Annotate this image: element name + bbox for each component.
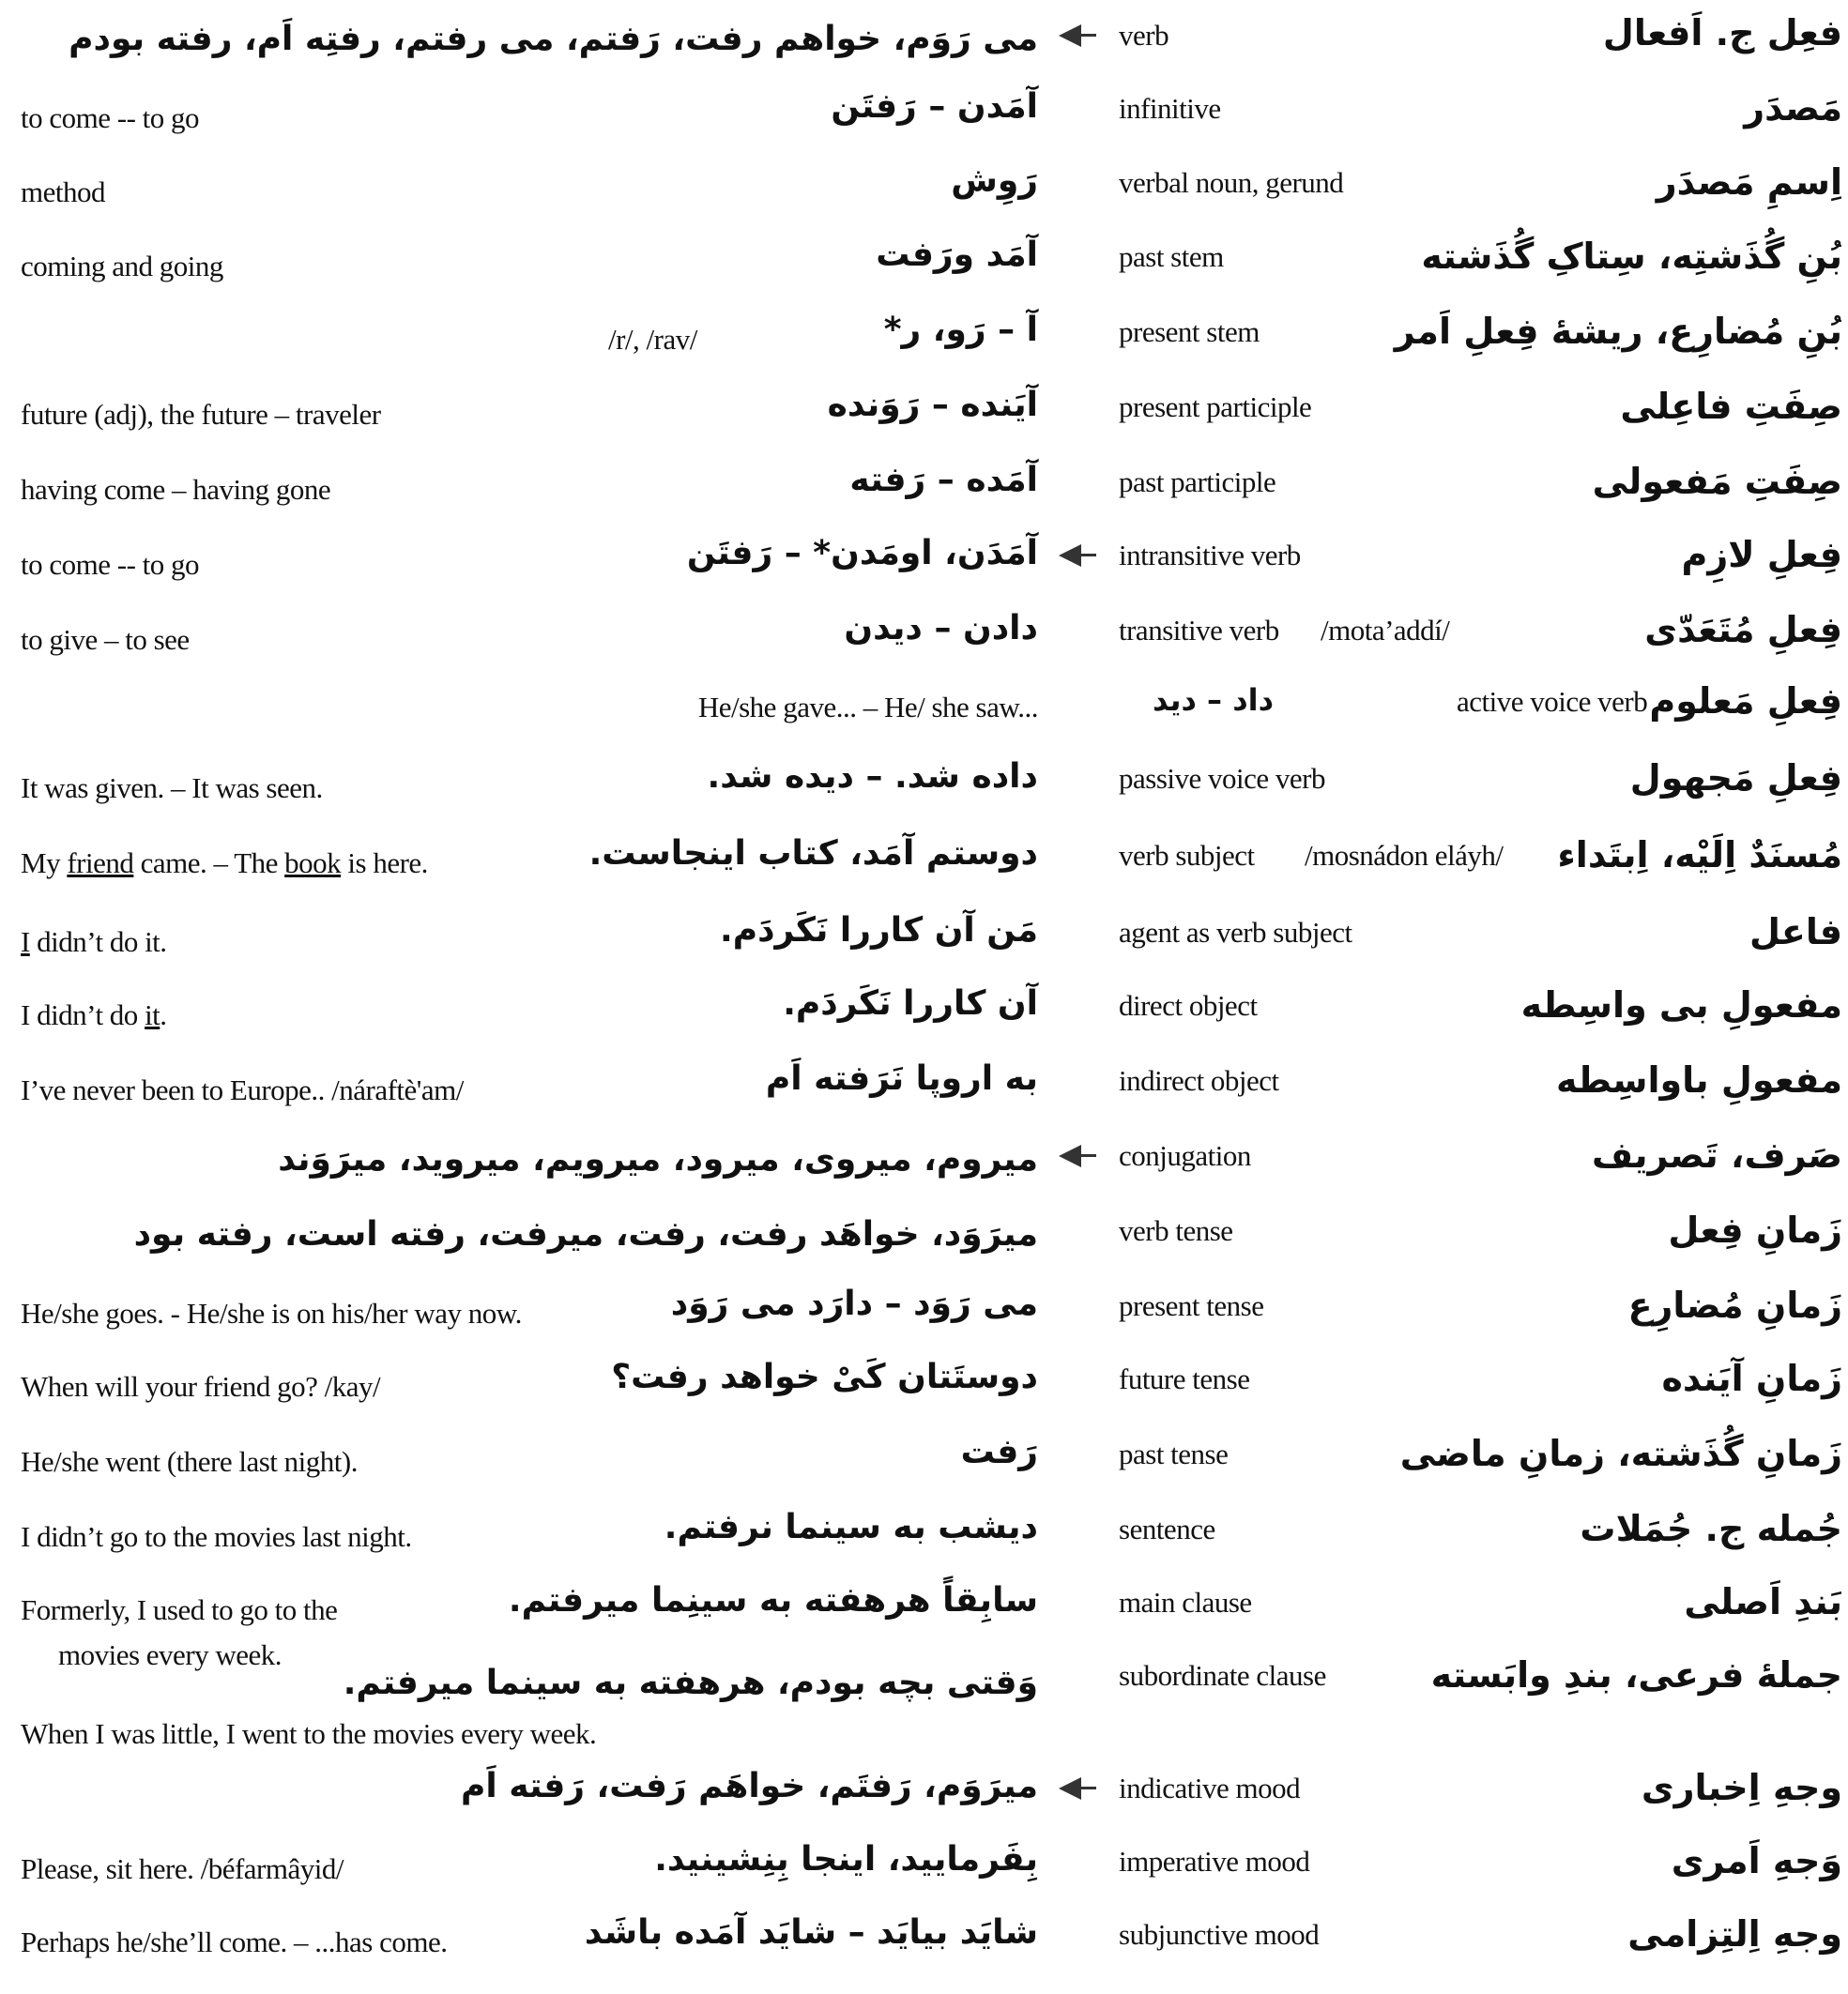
english-example: He/she goes. - He/she is on his/her way now. (21, 1297, 522, 1330)
entry-past-stem (0, 238, 1848, 313)
english-term: intransitive verb (1119, 539, 1301, 571)
text: didn’t do it. (29, 925, 167, 958)
english-example: to come -- to go (21, 101, 200, 134)
english-example (21, 1000, 167, 1029)
persian-example: شایَد بیایَد – شایَد آمَده باشَد (584, 1913, 1038, 1952)
entry-subjunctive-mood (0, 1913, 1848, 1991)
persian-term: بَندِ اَصلی (1684, 1581, 1842, 1622)
persian-example: دوستَتان کَیْ خواهد رفت؟ (611, 1358, 1038, 1396)
english-example: to come -- to go (21, 548, 200, 581)
entry-infinitive (0, 87, 1848, 165)
english-term: verb subject (1119, 839, 1255, 872)
persian-term: فِعلِ مَجهول (1629, 757, 1842, 799)
entry-present-participle (0, 388, 1848, 464)
persian-term: وَجهِ اَمری (1671, 1840, 1842, 1881)
persian-term: زَمانِ آیَنده (1661, 1358, 1842, 1399)
persian-example: آن کاررا نَکَردَم. (783, 984, 1038, 1023)
persian-term: مُسنَدٌ اِلَیْه، اِبتَداء (1557, 834, 1842, 875)
english-term: indicative mood (1119, 1772, 1301, 1804)
persian-term: مفعولِ بی واسِطه (1520, 984, 1842, 1026)
english-example: movies every week. (58, 1638, 283, 1671)
persian-term: جُمله ج. جُمَلات (1580, 1508, 1842, 1549)
english-term: future tense (1119, 1362, 1250, 1395)
persian-term: جملهٔ فرعی، بندِ وابَسته (1430, 1654, 1842, 1696)
entry-passive-voice-verb (0, 757, 1848, 835)
english-term: sentence (1119, 1513, 1215, 1545)
underlined-word: it (145, 998, 160, 1031)
entry-verb-tense (0, 1212, 1848, 1287)
persian-example: آمَدن – رَفتَن (831, 87, 1038, 126)
persian-example: رَوِش (951, 161, 1038, 200)
persian-term: بُنِ گُذَشتِه، سِتاکِ گُذَشته (1421, 236, 1842, 277)
entry-present-tense (0, 1287, 1848, 1362)
english-term: past participle (1119, 465, 1276, 498)
arrow-left-icon (1057, 23, 1098, 49)
persian-example: داده شد. – دیده شد. (707, 757, 1038, 796)
english-example: I didn’t go to the movies last night. (21, 1520, 412, 1553)
persian-example: دادن – دیدن (844, 609, 1038, 647)
persian-term: مَصدَر (1744, 87, 1842, 129)
term-pronunciation: /mosnádon eláyh/ (1305, 839, 1504, 872)
arrow-left-icon (1057, 1775, 1098, 1802)
entry-verb (0, 11, 1848, 86)
entry-present-stem (0, 313, 1848, 388)
persian-term: صِفَتِ فاعِلی (1620, 386, 1842, 427)
english-term: subordinate clause (1119, 1659, 1326, 1692)
arrow-left-icon (1057, 1143, 1098, 1169)
persian-term: وجهِ اِلتِزامی (1627, 1913, 1842, 1955)
persian-term: فعِل ج. اَفعال (1602, 12, 1842, 53)
persian-term: زَمانِ گُذَشته، زمانِ ماضی (1399, 1433, 1842, 1474)
persian-term: بُنِ مُضارِع، ریشهٔ فِعلِ اَمر (1394, 311, 1842, 352)
persian-example: وَقتی بچه بودم، هرهفته به سینما میرفتم. (343, 1664, 1038, 1702)
persian-example-mid: داد – دید (1152, 682, 1274, 718)
text: My (21, 846, 68, 879)
persian-term: فِعلِ مَعلوم (1649, 680, 1842, 722)
entry-indirect-object (0, 1059, 1848, 1137)
entry-active-voice-verb (0, 680, 1848, 758)
persian-example: میرَوَم، رَفتَم، خواهَم رَفت، رَفته اَم (460, 1767, 1038, 1805)
persian-example: دوستم آمَد، کتاب اینجاست. (588, 834, 1038, 873)
english-example: having come – having gone (21, 473, 331, 506)
persian-example: آ – رَو، ر* (883, 311, 1038, 349)
persian-example: میروم، میروی، میرود، میرویم، میروید، میرَوَند (278, 1140, 1038, 1179)
text: is here. (341, 846, 428, 879)
english-term: transitive verb (1119, 614, 1279, 647)
english-term: verb tense (1119, 1214, 1233, 1247)
arrow-left-icon (1057, 542, 1098, 569)
english-example: When I was little, I went to the movies every week. (21, 1717, 597, 1750)
persian-term: فِعلِ مُتَعَدّی (1644, 609, 1842, 650)
english-example: He/she went (there last night). (21, 1445, 358, 1478)
persian-term: فاعل (1749, 911, 1842, 952)
english-example: When will your friend go? /kay/ (21, 1370, 381, 1403)
english-term: present stem (1119, 315, 1260, 348)
entry-past-participle (0, 461, 1848, 539)
persian-term: وجهِ اِخباری (1641, 1767, 1842, 1808)
english-example: It was given. – It was seen. (21, 771, 323, 804)
persian-term: فِعلِ لازِم (1681, 534, 1842, 575)
pronunciation: /r/, /rav/ (608, 323, 697, 356)
persian-example: آمَدَن، اومَدن* – رَفتَن (686, 534, 1038, 572)
english-example (21, 927, 167, 956)
entry-intransitive-verb (0, 534, 1848, 612)
english-example: future (adj), the future – traveler (21, 398, 381, 431)
english-term: infinitive (1119, 92, 1221, 125)
entry-sentence (0, 1508, 1848, 1586)
entry-imperative-mood (0, 1840, 1848, 1918)
entry-verbal-noun (0, 161, 1848, 239)
persian-term: زَمانِ مُضارِع (1627, 1285, 1842, 1326)
entry-transitive-verb (0, 609, 1848, 687)
persian-example: آمَده – رَفته (849, 461, 1038, 499)
persian-example: بِفَرمایید، اینجا بِنِشینید. (654, 1840, 1038, 1879)
persian-term: صِفَتِ مَفعولی (1592, 461, 1842, 502)
english-term: verb (1119, 19, 1169, 52)
underlined-word: I (21, 925, 30, 958)
english-example-mid: He/she gave... – He/ she saw... (697, 691, 1038, 723)
english-term: imperative mood (1119, 1845, 1310, 1878)
entry-future-tense (0, 1358, 1848, 1436)
persian-example: رَفت (960, 1433, 1038, 1471)
persian-term: صَرف، تَصریف (1591, 1134, 1842, 1176)
persian-term: زَمانِ فِعل (1668, 1210, 1842, 1251)
underlined-word: friend (67, 846, 134, 879)
persian-term: اِسمِ مَصدَر (1656, 161, 1842, 203)
text: I didn’t do (21, 998, 145, 1031)
english-example: method (21, 175, 105, 208)
entry-conjugation (0, 1134, 1848, 1212)
english-example: Please, sit here. /béfarmâyid/ (21, 1852, 344, 1885)
text: . (160, 998, 167, 1031)
english-term: subjunctive mood (1119, 1918, 1320, 1951)
english-term: main clause (1119, 1586, 1252, 1619)
term-pronunciation: /mota’addí/ (1321, 614, 1450, 647)
english-example (21, 848, 428, 877)
english-example: Formerly, I used to go to the (21, 1593, 338, 1626)
english-term: direct object (1119, 989, 1258, 1022)
persian-example: آمَد ورَفت (876, 236, 1038, 274)
english-term: present tense (1119, 1289, 1264, 1322)
english-example: to give – to see (21, 623, 190, 656)
persian-example: میرَوَد، خواهَد رفت، رفت، میرفت، رفته است، رفته بود (133, 1215, 1038, 1254)
persian-example: آیَنده – رَوَنده (827, 386, 1038, 424)
underlined-word: book (284, 846, 342, 879)
entry-direct-object (0, 984, 1848, 1062)
english-term: conjugation (1119, 1139, 1251, 1172)
english-example: I’ve never been to Europe.. /náraftè'am/ (21, 1073, 464, 1106)
english-term: past tense (1119, 1438, 1229, 1470)
english-term: past stem (1119, 240, 1224, 273)
persian-example: دیشب به سینما نرفتم. (664, 1508, 1038, 1546)
english-term: active voice verb (1457, 685, 1648, 718)
english-term: passive voice verb (1119, 762, 1325, 795)
persian-example: مَن آن کاررا نَکَردَم. (720, 911, 1038, 950)
persian-term: مفعولِ باواسِطه (1556, 1059, 1842, 1101)
english-example: coming and going (21, 250, 223, 282)
persian-example: می رَوَد – دارَد می رَوَد (670, 1285, 1038, 1323)
entry-indicative-mood (0, 1767, 1848, 1845)
entry-agent (0, 911, 1848, 989)
entry-past-tense (0, 1433, 1848, 1511)
text: came. – The (133, 846, 285, 879)
persian-example: می رَوَم، خواهم رفت، رَفتم، می رفتم، رفتِه اَم، رفته بودم (69, 20, 1038, 58)
persian-example: سابِقاً هرهفته به سینِما میرفتم. (508, 1581, 1038, 1620)
english-term: present participle (1119, 390, 1312, 423)
english-term: verbal noun, gerund (1119, 166, 1344, 199)
english-term: indirect object (1119, 1064, 1279, 1097)
english-term: agent as verb subject (1119, 916, 1352, 949)
english-example: Perhaps he/she’ll come. – ...has come. (21, 1926, 448, 1958)
entry-verb-subject (0, 834, 1848, 912)
persian-example: به اروپا نَرَفته اَم (765, 1059, 1038, 1098)
